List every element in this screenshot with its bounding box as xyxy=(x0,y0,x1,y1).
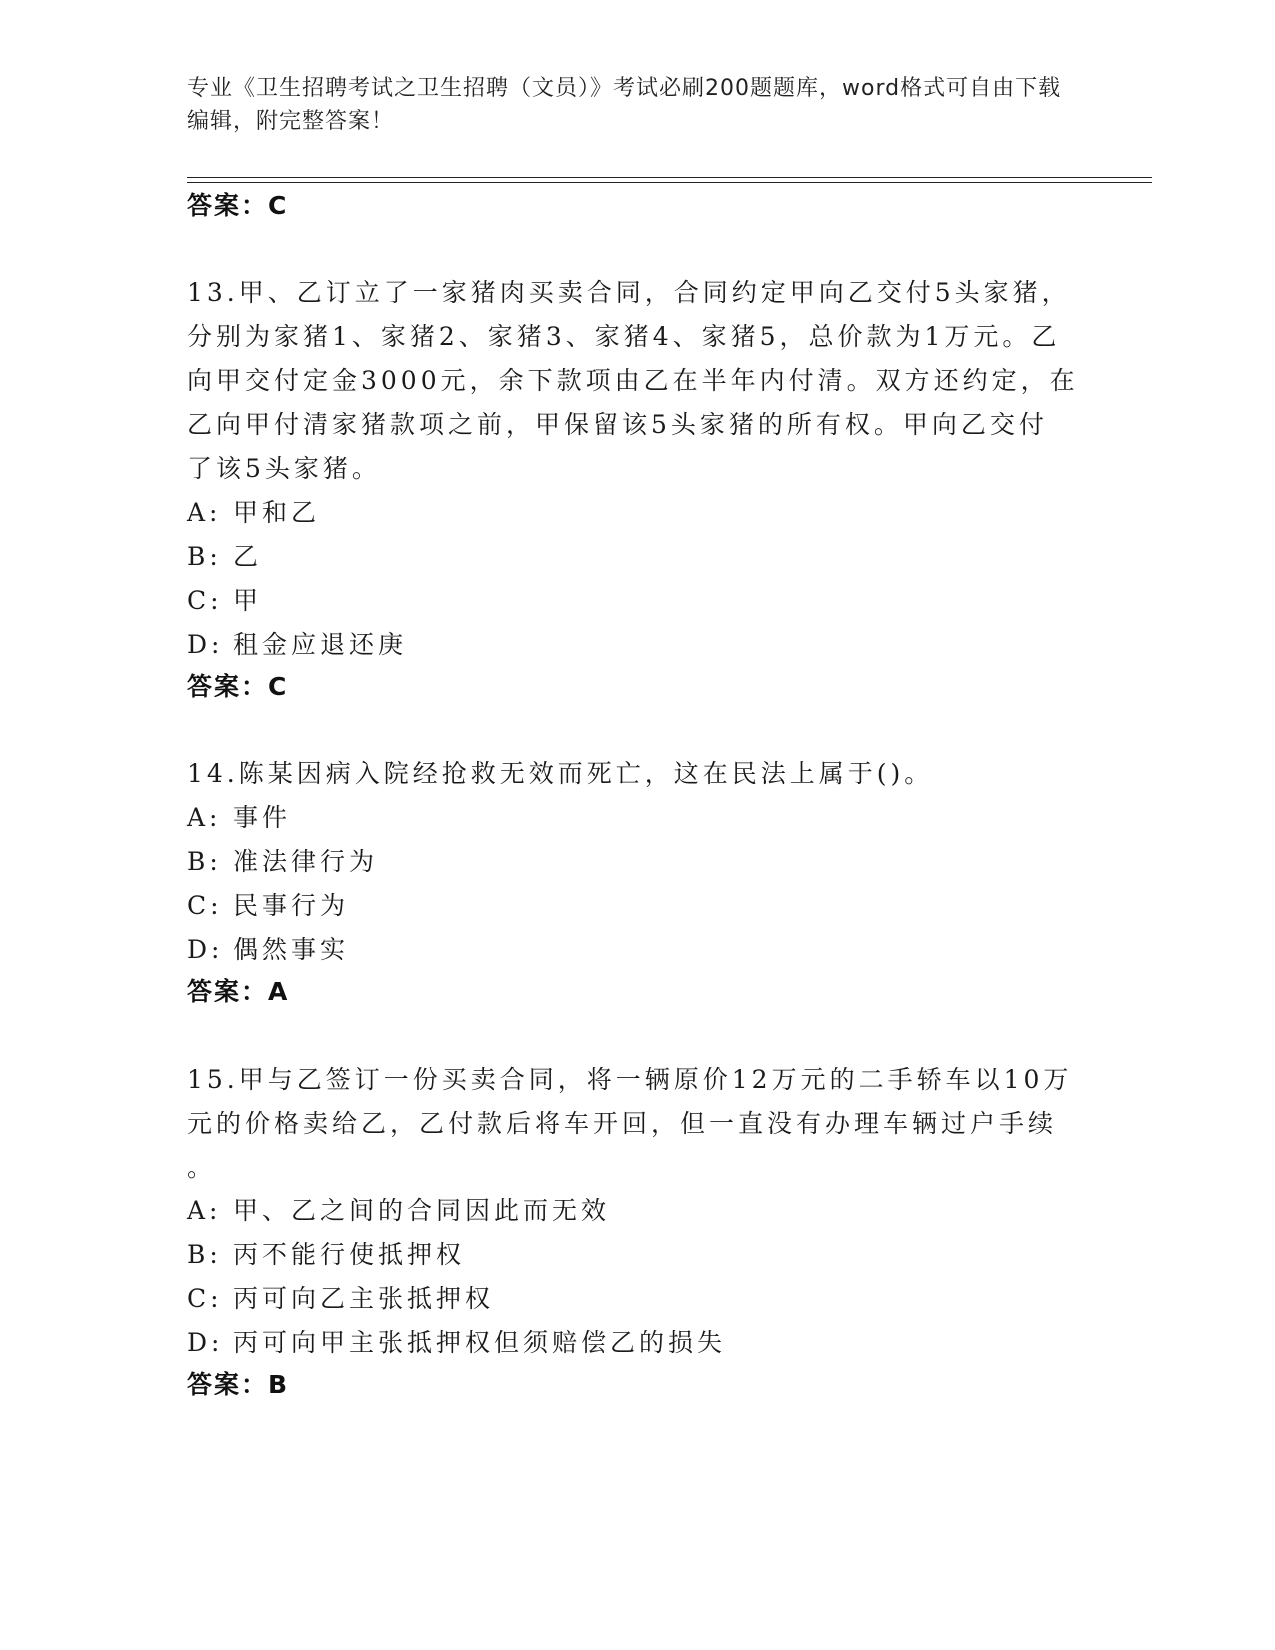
option-label: C: xyxy=(187,1284,223,1313)
option-text: 丙不能行使抵押权 xyxy=(233,1240,466,1269)
option-label: A: xyxy=(187,1196,222,1225)
option-text: 偶然事实 xyxy=(233,935,350,964)
header-rule-bottom xyxy=(187,182,1152,183)
option-text: 租金应退还庚 xyxy=(233,630,408,659)
option-label: B: xyxy=(187,542,222,571)
answer: 答案：C xyxy=(187,672,289,701)
option-text: 准法律行为 xyxy=(233,847,379,876)
question-text-line: 元的价格卖给乙，乙付款后将车开回，但一直没有办理车辆过户手续 xyxy=(187,1109,1058,1138)
option-label: A: xyxy=(187,498,222,527)
answer: 答案：B xyxy=(187,1370,290,1399)
option-d xyxy=(187,930,349,966)
option-label: C: xyxy=(187,586,223,615)
question-text-line: 15.甲与乙签订一份买卖合同，将一辆原价12万元的二手轿车以10万 xyxy=(187,1065,1073,1094)
question-text-line: 了该5头家猪。 xyxy=(187,454,381,483)
option-d xyxy=(187,625,407,661)
question-text-line: 向甲交付定金3000元，余下款项由乙在半年内付清。双方还约定，在 xyxy=(187,366,1079,395)
option-label: D: xyxy=(187,630,224,659)
option-d xyxy=(187,1323,726,1359)
header-rule-top xyxy=(187,177,1152,178)
document-header: 专业《卫生招聘考试之卫生招聘（文员）》考试必刷200题题库，word格式可自由下载编辑，附完整答案！ xyxy=(187,76,1062,134)
option-label: A: xyxy=(187,803,222,832)
option-b xyxy=(187,537,262,573)
option-c xyxy=(187,1279,494,1315)
option-text: 甲 xyxy=(233,586,263,615)
option-b xyxy=(187,1235,465,1271)
option-c xyxy=(187,581,262,617)
option-text: 事件 xyxy=(233,803,292,832)
option-c xyxy=(187,886,349,922)
option-label: B: xyxy=(187,847,222,876)
question-text-line: 分别为家猪1、家猪2、家猪3、家猪4、家猪5，总价款为1万元。乙 xyxy=(187,322,1061,351)
question-text-line: 乙向甲付清家猪款项之前，甲保留该5头家猪的所有权。甲向乙交付 xyxy=(187,410,1048,439)
question-text-line: 13.甲、乙订立了一家猪肉买卖合同，合同约定甲向乙交付5头家猪， xyxy=(187,278,1071,307)
option-b xyxy=(187,842,378,878)
option-label: B: xyxy=(187,1240,222,1269)
option-text: 甲、乙之间的合同因此而无效 xyxy=(233,1196,611,1225)
previous-answer: 答案：C xyxy=(187,191,289,220)
option-label: C: xyxy=(187,891,223,920)
option-text: 丙可向甲主张抵押权但须赔偿乙的损失 xyxy=(233,1328,727,1357)
question-text-line: 14.陈某因病入院经抢救无效而死亡，这在民法上属于()。 xyxy=(187,759,934,788)
option-text: 民事行为 xyxy=(233,891,350,920)
question-text-line: 。 xyxy=(187,1153,217,1182)
answer: 答案：A xyxy=(187,977,290,1006)
option-text: 丙可向乙主张抵押权 xyxy=(233,1284,495,1313)
option-a xyxy=(187,798,291,834)
option-a xyxy=(187,493,320,529)
option-a xyxy=(187,1191,610,1227)
option-text: 乙 xyxy=(233,542,263,571)
option-label: D: xyxy=(187,935,224,964)
option-text: 甲和乙 xyxy=(233,498,321,527)
option-label: D: xyxy=(187,1328,224,1357)
